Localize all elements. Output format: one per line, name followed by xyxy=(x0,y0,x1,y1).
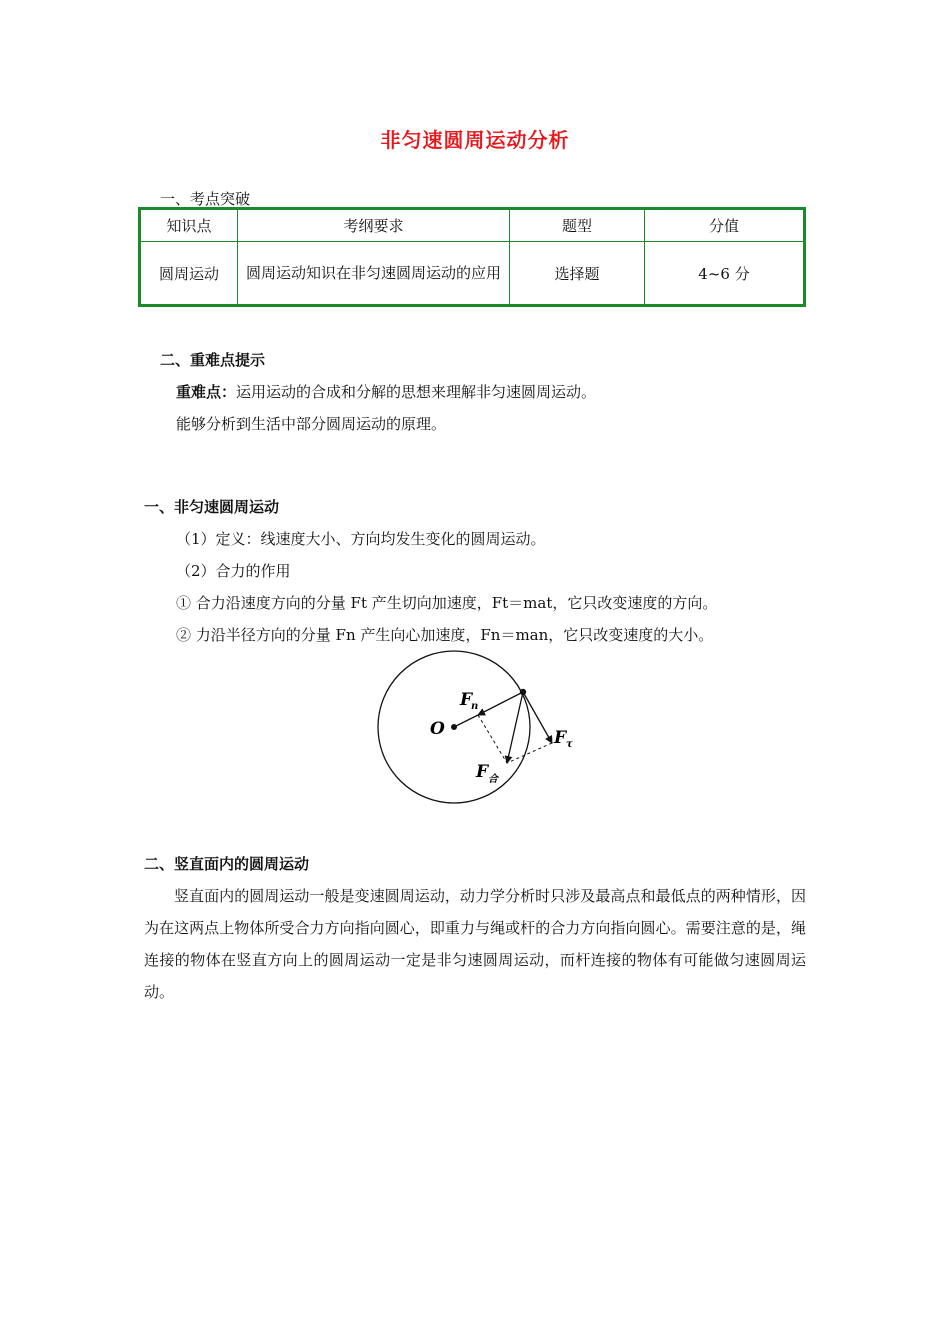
vertical-motion-paragraph: 竖直面内的圆周运动一般是变速圆周运动，动力学分析时只涉及最高点和最低点的两种情形，因为在这两点上物体所受合力方向指向圆心，即重力与绳或杆的合力方向指向圆心。需要注意的是，绳连接的物体在竖直方向上的圆周运动一定是非匀速圆周运动，而杆连接的物体有可能做匀速圆周运动。 xyxy=(144,887,806,1001)
key-points-line xyxy=(176,381,596,402)
table-cell: 4~6 分 xyxy=(645,242,805,306)
section-heading-nonuniform: 一、非匀速圆周运动 xyxy=(144,498,280,516)
exam-points-table xyxy=(138,207,806,307)
table-header-cell: 分值 xyxy=(645,209,805,242)
table-header-row xyxy=(140,209,805,242)
dashed-line-fn xyxy=(478,715,507,763)
label-Fhe: F xyxy=(476,762,489,782)
tangential-component-point: ① 合力沿速度方向的分量 Ft 产生切向加速度，Ft＝mat，它只改变速度的方向。 xyxy=(176,594,718,612)
key-points-text: 运用运动的合成和分解的思想来理解非匀速圆周运动。 xyxy=(236,383,597,401)
label-O: O xyxy=(430,719,445,739)
section-heading-key-points: 二、重难点提示 xyxy=(160,351,266,369)
key-points-line-2: 能够分析到生活中部分圆周运动的原理。 xyxy=(176,415,447,433)
label-Fhe-sub: 合 xyxy=(488,774,498,785)
key-points-label: 重难点： xyxy=(176,383,237,401)
dashed-line-ft xyxy=(507,743,552,763)
table-header-cell: 题型 xyxy=(510,209,645,242)
table-header-cell: 考纲要求 xyxy=(238,209,510,242)
radial-component-point: ② 力沿半径方向的分量 Fn 产生向心加速度，Fn＝man，它只改变速度的大小。 xyxy=(176,626,714,644)
net-force-item: （2）合力的作用 xyxy=(176,562,291,580)
page-title: 非匀速圆周运动分析 xyxy=(380,128,570,152)
radius-line xyxy=(454,715,478,727)
circular-motion-force-diagram xyxy=(370,645,600,810)
section-heading-vertical: 二、竖直面内的圆周运动 xyxy=(144,855,310,873)
section-label-exam-points: 一、考点突破 xyxy=(160,190,251,208)
label-Ft-sub: τ xyxy=(566,739,573,750)
table-cell: 选择题 xyxy=(510,242,645,306)
fn-arrow xyxy=(478,692,523,715)
ft-arrow xyxy=(523,692,552,743)
label-Fn: F xyxy=(460,690,473,710)
table-row xyxy=(140,242,805,306)
fhe-arrow xyxy=(507,692,523,763)
definition-item: （1）定义：线速度大小、方向均发生变化的圆周运动。 xyxy=(176,530,546,548)
table-header-cell: 知识点 xyxy=(140,209,238,242)
table-cell: 圆周运动 xyxy=(140,242,238,306)
table-cell: 圆周运动知识在非匀速圆周运动的应用 xyxy=(238,242,510,306)
label-Fn-sub: n xyxy=(471,701,479,712)
label-Ft: F xyxy=(554,728,567,748)
